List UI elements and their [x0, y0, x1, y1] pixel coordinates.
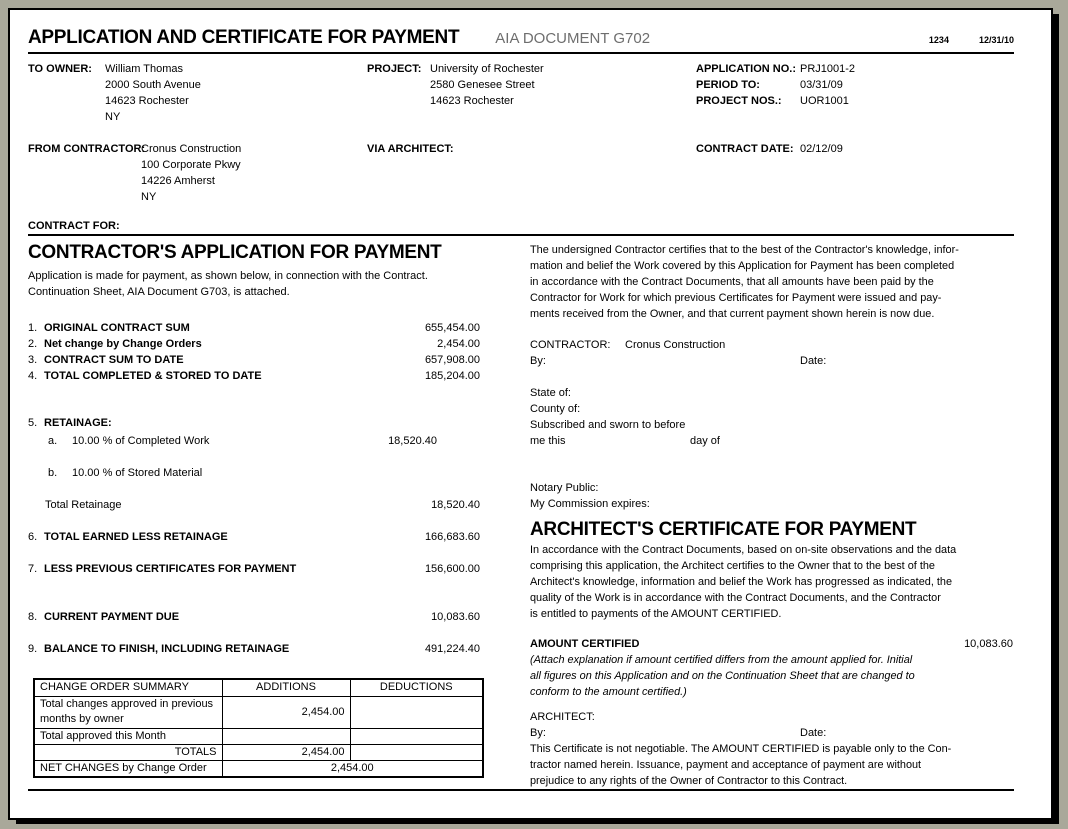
contractor-city: 14226 Amherst [141, 175, 215, 187]
retainage-completed-work: a. 10.00 % of Completed Work 18,520.40 [28, 433, 480, 449]
page-number: 1234 [928, 35, 949, 45]
this-month-additions [222, 728, 350, 744]
certification-section [530, 236, 1013, 789]
line-total-earned: 6. TOTAL EARNED LESS RETAINAGE 166,683.60 [28, 531, 480, 543]
to-owner-label: TO OWNER: [28, 63, 92, 75]
original-contract-sum-amount: 655,454.00 [424, 322, 480, 334]
owner-city: 14623 Rochester [105, 95, 189, 107]
owner-state: NY [105, 111, 121, 123]
table-row-totals: TOTALS 2,454.00 [34, 744, 483, 760]
application-no-value: PRJ1001-2 [800, 63, 856, 75]
this-month-deductions [350, 728, 483, 744]
previous-months-deductions [350, 696, 483, 728]
contractor-signature-name: Cronus Construction [625, 339, 726, 351]
balance-to-finish-amount: 491,224.40 [424, 643, 480, 655]
contractor-signature-row: CONTRACTOR: Cronus Construction [530, 339, 726, 351]
net-change-amount: 2,454.00 [437, 338, 480, 350]
project-nos-label: PROJECT NOS.: [696, 95, 782, 107]
line-retainage: 5. RETAINAGE: [28, 417, 112, 429]
contract-date-label: CONTRACT DATE: [696, 143, 794, 155]
contractor-address: 100 Corporate Pkwy [141, 159, 241, 171]
application-intro-line-1: Application is made for payment, as shown below, in connection with the Contract. [28, 270, 428, 282]
total-retainage-row: Total Retainage 18,520.40 [45, 499, 480, 511]
contract-for-label: CONTRACT FOR: [28, 220, 120, 232]
state-of-line: State of: [530, 387, 571, 399]
aia-document-ref: AIA DOCUMENT G702 [495, 30, 651, 47]
document-page [8, 8, 1053, 820]
previous-months-additions: 2,454.00 [222, 696, 350, 728]
amount-certified-note: (Attach explanation if amount certified differs from the amount applied for. Initial all figures on this Application and on the Continuation Sheet that are changed to conform to the amount certified.) [530, 654, 915, 698]
contractor-name: Cronus Construction [141, 143, 242, 155]
net-changes-amount: 2,454.00 [222, 760, 483, 777]
notary-public-line: Notary Public: [530, 482, 599, 494]
totals-additions: 2,454.00 [222, 744, 350, 760]
county-of-line: County of: [530, 403, 581, 415]
document-title: APPLICATION AND CERTIFICATE FOR PAYMENT [28, 27, 460, 48]
amount-certified-row: AMOUNT CERTIFIED 10,083.60 [530, 638, 1013, 650]
table-row-this-month: Total approved this Month [34, 728, 483, 744]
architect-certification-paragraph: In accordance with the Contract Documents, based on on-site observations and the data comprising this application, the Architect certifies to the Owner that to the best of the Architect's knowledge, information and belief the Work has progressed as indicated, the quality of the Work is in accordance with the Contract Documents, and the Contractor is entitled to payments of the AMOUNT CERTIFIED. [530, 544, 957, 620]
application-intro-line-2: Continuation Sheet, AIA Document G703, is attached. [28, 286, 290, 298]
contractor-application-section [28, 236, 480, 789]
period-to-label: PERIOD TO: [696, 79, 760, 91]
bottom-rule [28, 789, 1014, 791]
table-row-previous-months: Total changes approved in previous months by owner 2,454.00 [34, 696, 483, 728]
from-contractor-label: FROM CONTRACTOR: [28, 143, 146, 155]
contractor-certification-paragraph: The undersigned Contractor certifies that to the best of the Contractor's knowledge, infor- mation and belief the Work covered by this Application for Payment has been completed in accordance with the Contract Documents, that all amounts have been paid by the Contractor for Work for which previous Certificates for Payment were issued and pay- ments received from the Owner, and that current payment shown herein is now due. [530, 244, 959, 320]
sworn-line: Subscribed and sworn to before [530, 419, 686, 431]
architect-certificate-heading: ARCHITECT'S CERTIFICATE FOR PAYMENT [530, 519, 917, 540]
contractor-application-heading: CONTRACTOR'S APPLICATION FOR PAYMENT [28, 242, 442, 263]
project-city: 14623 Rochester [430, 95, 514, 107]
contract-date-value: 02/12/09 [800, 143, 843, 155]
owner-address: 2000 South Avenue [105, 79, 201, 91]
table-row-net-changes: NET CHANGES by Change Order 2,454.00 [34, 760, 483, 777]
total-retainage-amount: 18,520.40 [431, 499, 480, 511]
current-payment-due-amount: 10,083.60 [431, 611, 480, 623]
header-fields [28, 54, 1014, 234]
project-name: University of Rochester [430, 63, 544, 75]
architect-by-date-row: By: Date: [530, 727, 827, 739]
contractor-state: NY [141, 191, 157, 203]
project-nos-value: UOR1001 [800, 95, 849, 107]
owner-name: William Thomas [105, 63, 184, 75]
line-net-change: 2. Net change by Change Orders 2,454.00 [28, 338, 480, 350]
application-no-label: APPLICATION NO.: [696, 63, 797, 75]
totals-deductions [350, 744, 483, 760]
retainage-completed-amount: 18,520.40 [388, 435, 437, 447]
change-order-summary-header: CHANGE ORDER SUMMARY [34, 679, 222, 696]
amount-certified-value: 10,083.60 [964, 638, 1013, 650]
period-to-value: 03/31/09 [800, 79, 843, 91]
less-previous-amount: 156,600.00 [424, 563, 480, 575]
project-address: 2580 Genesee Street [430, 79, 535, 91]
print-date: 12/31/10 [978, 35, 1014, 45]
total-earned-amount: 166,683.60 [424, 531, 480, 543]
contractor-by-date-row: By: Date: [530, 355, 827, 367]
line-less-previous-certificates: 7. LESS PREVIOUS CERTIFICATES FOR PAYMENT 156,600.00 [28, 563, 480, 575]
deductions-header: DEDUCTIONS [350, 679, 483, 696]
line-balance-to-finish: 9. BALANCE TO FINISH, INCLUDING RETAINAGE 491,224.40 [28, 643, 480, 655]
via-architect-label: VIA ARCHITECT: [367, 143, 454, 155]
title-bar [28, 10, 1014, 50]
commission-expires-line: My Commission expires: [530, 498, 650, 510]
me-this-day-of-line: me this day of [530, 435, 720, 447]
total-completed-amount: 185,204.00 [424, 370, 480, 382]
contract-sum-to-date-amount: 657,908.00 [424, 354, 480, 366]
architect-label-line: ARCHITECT: [530, 711, 595, 723]
line-contract-sum-to-date: 3. CONTRACT SUM TO DATE 657,908.00 [28, 354, 480, 366]
project-label: PROJECT: [367, 63, 422, 75]
certificate-footer-paragraph: This Certificate is not negotiable. The AMOUNT CERTIFIED is payable only to the Con- tractor named herein. Issuance, payment and acceptance of payment are without prejudice to any rights of the Owner of Contractor to this Contract. [530, 743, 952, 787]
line-current-payment-due: 8. CURRENT PAYMENT DUE 10,083.60 [28, 611, 480, 623]
change-order-header-row [34, 679, 483, 696]
line-original-contract-sum: 1. ORIGINAL CONTRACT SUM 655,454.00 [28, 322, 480, 334]
change-order-summary-table [33, 678, 484, 778]
additions-header: ADDITIONS [222, 679, 350, 696]
line-total-completed: 4. TOTAL COMPLETED & STORED TO DATE 185,204.00 [28, 370, 480, 382]
retainage-stored-material: b. 10.00 % of Stored Material [48, 467, 203, 479]
